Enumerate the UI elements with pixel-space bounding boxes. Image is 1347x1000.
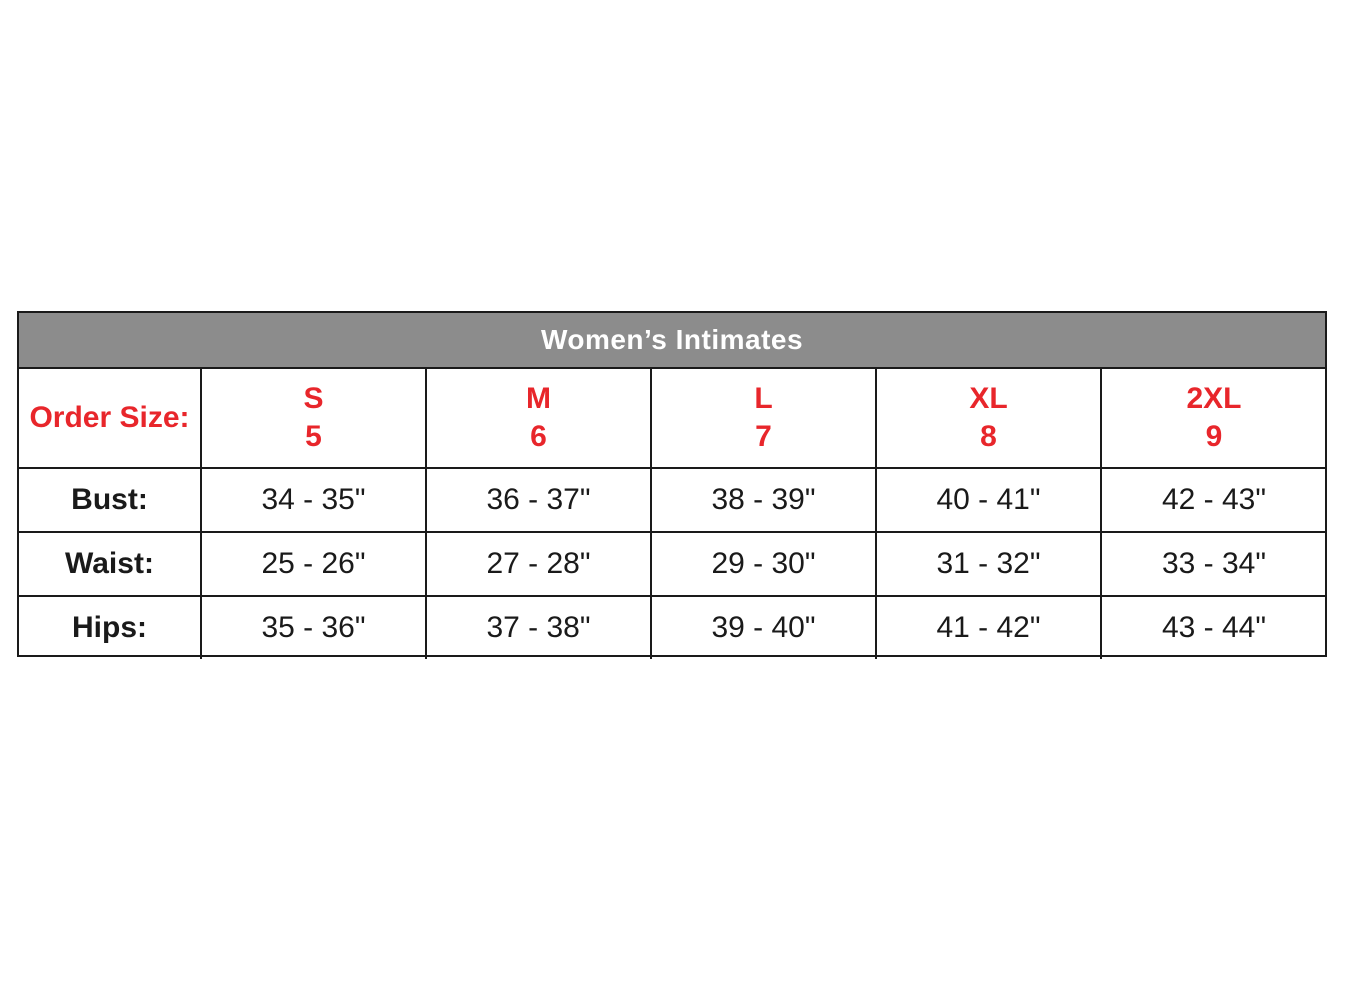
measure-cell: 25 - 26": [201, 532, 426, 596]
measure-cell: 34 - 35": [201, 468, 426, 532]
size-number: 9: [1205, 420, 1223, 453]
measure-cell: 36 - 37": [426, 468, 651, 532]
size-cell: [1101, 369, 1326, 468]
size-cell: [651, 369, 876, 468]
size-cell: [201, 369, 426, 468]
measure-cell: 40 - 41": [876, 468, 1101, 532]
measure-cell: 39 - 40": [651, 596, 876, 659]
row-label-waist: Waist:: [19, 532, 201, 596]
measure-cell: 38 - 39": [651, 468, 876, 532]
size-number: 6: [530, 420, 547, 453]
measure-cell: 33 - 34": [1101, 532, 1326, 596]
size-number: 8: [980, 420, 997, 453]
measure-cell: 41 - 42": [876, 596, 1101, 659]
size-table: [19, 369, 1326, 659]
measure-cell: 29 - 30": [651, 532, 876, 596]
row-label-hips: Hips:: [19, 596, 201, 659]
order-size-row: [19, 369, 1326, 468]
size-letter: 2XL: [1186, 382, 1242, 415]
size-letter: M: [526, 382, 551, 415]
size-number: 5: [305, 420, 322, 453]
measure-cell: 42 - 43": [1101, 468, 1326, 532]
chart-title: Women’s Intimates: [19, 313, 1325, 369]
bust-row: [19, 468, 1326, 532]
measure-cell: 43 - 44": [1101, 596, 1326, 659]
size-cell: [426, 369, 651, 468]
measure-cell: 27 - 28": [426, 532, 651, 596]
size-letter: XL: [969, 382, 1008, 415]
size-chart: [17, 311, 1327, 657]
hips-row: [19, 596, 1326, 659]
measure-cell: 31 - 32": [876, 532, 1101, 596]
measure-cell: 37 - 38": [426, 596, 651, 659]
order-size-label: Order Size:: [19, 369, 201, 468]
row-label-bust: Bust:: [19, 468, 201, 532]
waist-row: [19, 532, 1326, 596]
size-letter: S: [303, 382, 324, 415]
size-number: 7: [755, 420, 772, 453]
measure-cell: 35 - 36": [201, 596, 426, 659]
size-cell: [876, 369, 1101, 468]
size-letter: L: [754, 382, 773, 415]
